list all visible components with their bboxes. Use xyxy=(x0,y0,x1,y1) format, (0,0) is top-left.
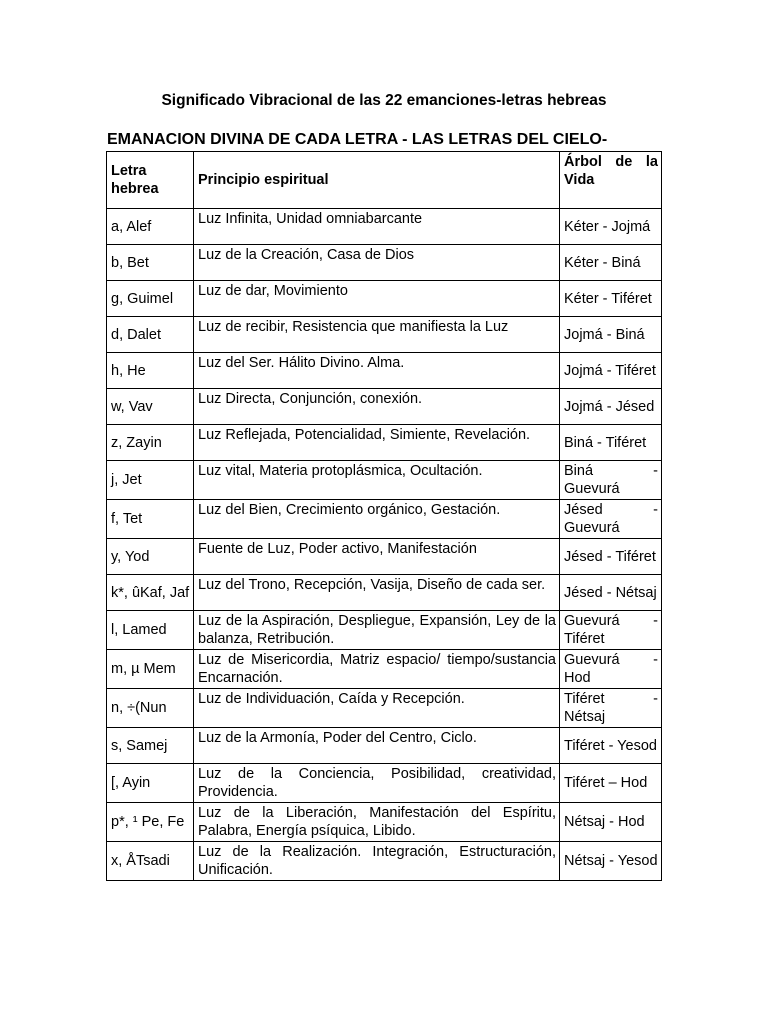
cell-principle: Luz de la Aspiración, Despliegue, Expansión, Ley de la balanza, Retribución. xyxy=(194,611,560,650)
cell-principle: Luz de dar, Movimiento xyxy=(194,281,560,317)
page-title: Significado Vibracional de las 22 emanciones-letras hebreas xyxy=(161,92,607,109)
cell-principle: Luz Infinita, Unidad omniabarcante xyxy=(194,209,560,245)
cell-letter: y, Yod xyxy=(107,539,194,575)
table-header-row xyxy=(107,152,662,209)
cell-letter: k*, ûKaf, Jaf xyxy=(107,575,194,611)
table-row xyxy=(107,245,662,281)
table-row xyxy=(107,842,662,881)
table-row xyxy=(107,500,662,539)
cell-letter: z, Zayin xyxy=(107,425,194,461)
hebrew-letters-table xyxy=(106,151,662,881)
cell-tree: Jojmá - Biná xyxy=(560,317,662,353)
table-row xyxy=(107,803,662,842)
cell-principle: Fuente de Luz, Poder activo, Manifestación xyxy=(194,539,560,575)
cell-tree: Jésed - Nétsaj xyxy=(560,575,662,611)
table-row xyxy=(107,461,662,500)
cell-principle: Luz de Misericordia, Matriz espacio/ tiempo/sustancia Encarnación. xyxy=(194,650,560,689)
cell-principle: Luz de la Liberación, Manifestación del Espíritu, Palabra, Energía psíquica, Libido. xyxy=(194,803,560,842)
header-tree: Árbol de la Vida xyxy=(560,152,662,209)
cell-tree: Guevurá - Hod xyxy=(560,650,662,689)
cell-principle: Luz del Trono, Recepción, Vasija, Diseño de cada ser. xyxy=(194,575,560,611)
cell-letter: b, Bet xyxy=(107,245,194,281)
cell-principle: Luz Directa, Conjunción, conexión. xyxy=(194,389,560,425)
cell-principle: Luz de Individuación, Caída y Recepción. xyxy=(194,689,560,728)
cell-tree: Jojmá - Jésed xyxy=(560,389,662,425)
cell-tree: Biná - Tiféret xyxy=(560,425,662,461)
cell-letter: g, Guimel xyxy=(107,281,194,317)
table-row xyxy=(107,281,662,317)
section-title: EMANACION DIVINA DE CADA LETRA - LAS LETRAS DEL CIELO- xyxy=(107,131,608,148)
cell-letter: s, Samej xyxy=(107,728,194,764)
cell-principle: Luz del Ser. Hálito Divino. Alma. xyxy=(194,353,560,389)
header-principle: Principio espiritual xyxy=(194,152,560,209)
cell-tree: Kéter - Tiféret xyxy=(560,281,662,317)
cell-tree: Nétsaj - Hod xyxy=(560,803,662,842)
cell-letter: f, Tet xyxy=(107,500,194,539)
cell-principle: Luz del Bien, Crecimiento orgánico, Gestación. xyxy=(194,500,560,539)
cell-tree: Tiféret – Hod xyxy=(560,764,662,803)
cell-tree: Nétsaj - Yesod xyxy=(560,842,662,881)
cell-tree: Kéter - Jojmá xyxy=(560,209,662,245)
cell-letter: l, Lamed xyxy=(107,611,194,650)
cell-tree: Guevurá - Tiféret xyxy=(560,611,662,650)
cell-letter: x, ÅTsadi xyxy=(107,842,194,881)
cell-tree: Jésed - Tiféret xyxy=(560,539,662,575)
cell-principle: Luz de la Conciencia, Posibilidad, creatividad, Providencia. xyxy=(194,764,560,803)
cell-principle: Luz Reflejada, Potencialidad, Simiente, Revelación. xyxy=(194,425,560,461)
cell-letter: m, µ Mem xyxy=(107,650,194,689)
cell-letter: j, Jet xyxy=(107,461,194,500)
table-row xyxy=(107,689,662,728)
cell-tree: Biná - Guevurá xyxy=(560,461,662,500)
cell-letter: p*, ¹ Pe, Fe xyxy=(107,803,194,842)
cell-tree: Tiféret - Nétsaj xyxy=(560,689,662,728)
table-row xyxy=(107,575,662,611)
cell-principle: Luz de la Armonía, Poder del Centro, Ciclo. xyxy=(194,728,560,764)
table-row xyxy=(107,425,662,461)
cell-letter: a, Alef xyxy=(107,209,194,245)
cell-letter: n, ÷(Nun xyxy=(107,689,194,728)
cell-principle: Luz vital, Materia protoplásmica, Ocultación. xyxy=(194,461,560,500)
table-row xyxy=(107,209,662,245)
cell-letter: d, Dalet xyxy=(107,317,194,353)
cell-principle: Luz de recibir, Resistencia que manifiesta la Luz xyxy=(194,317,560,353)
cell-tree: Jojmá - Tiféret xyxy=(560,353,662,389)
table-row xyxy=(107,764,662,803)
cell-letter: [, Ayin xyxy=(107,764,194,803)
cell-letter: w, Vav xyxy=(107,389,194,425)
header-letter: Letra hebrea xyxy=(107,152,194,209)
cell-tree: Kéter - Biná xyxy=(560,245,662,281)
table-row xyxy=(107,539,662,575)
cell-principle: Luz de la Creación, Casa de Dios xyxy=(194,245,560,281)
table-row xyxy=(107,611,662,650)
table-row xyxy=(107,728,662,764)
cell-principle: Luz de la Realización. Integración, Estructuración, Unificación. xyxy=(194,842,560,881)
table-row xyxy=(107,389,662,425)
cell-tree: Jésed - Guevurá xyxy=(560,500,662,539)
cell-tree: Tiféret - Yesod xyxy=(560,728,662,764)
table-row xyxy=(107,317,662,353)
cell-letter: h, He xyxy=(107,353,194,389)
table-row xyxy=(107,353,662,389)
table-row xyxy=(107,650,662,689)
